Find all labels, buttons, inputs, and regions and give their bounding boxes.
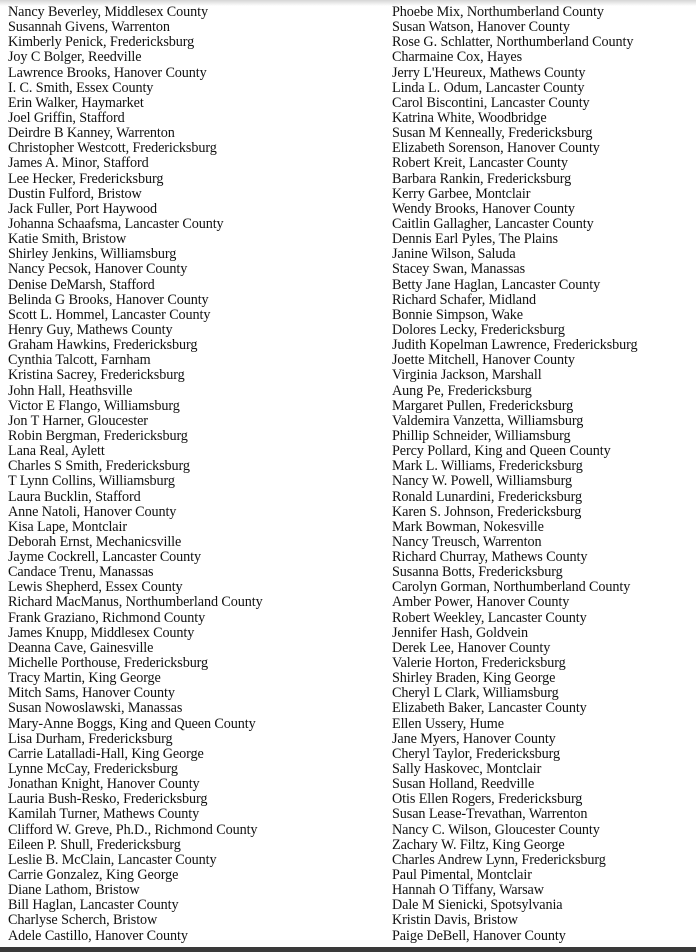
list-item: Jonathan Knight, Hanover County <box>8 776 200 793</box>
list-item: Belinda G Brooks, Hanover County <box>8 291 209 308</box>
list-item: Rose G. Schlatter, Northumberland County <box>392 34 634 51</box>
list-item: Denise DeMarsh, Stafford <box>8 276 155 293</box>
name-list-left-column <box>8 5 378 944</box>
list-item: Derek Lee, Hanover County <box>392 639 551 656</box>
list-item: Barbara Rankin, Fredericksburg <box>392 170 572 187</box>
list-item: Lisa Durham, Fredericksburg <box>8 730 173 747</box>
list-item: Elizabeth Sorenson, Hanover County <box>392 140 600 157</box>
list-item: Cheryl Taylor, Fredericksburg <box>392 745 560 762</box>
list-item: Hannah O Tiffany, Warsaw <box>392 882 544 899</box>
list-item: Nancy C. Wilson, Gloucester County <box>392 821 600 838</box>
list-item: Mark Bowman, Nokesville <box>392 518 544 535</box>
list-item: I. C. Smith, Essex County <box>8 79 154 96</box>
list-item: Susan Holland, Reedville <box>392 776 535 793</box>
list-item: Cynthia Talcott, Farnham <box>8 352 151 369</box>
list-item: Eileen P. Shull, Fredericksburg <box>8 836 181 853</box>
list-item: Kisa Lape, Montclair <box>8 518 127 535</box>
list-item: Susan M Kenneally, Fredericksburg <box>392 125 593 142</box>
list-item: Richard Churray, Mathews County <box>392 549 588 566</box>
list-item: Henry Guy, Mathews County <box>8 321 173 338</box>
list-item: Ronald Lunardini, Fredericksburg <box>392 488 583 505</box>
list-item: Paige DeBell, Hanover County <box>392 927 566 944</box>
list-item: Linda L. Odum, Lancaster County <box>392 79 585 96</box>
list-item: Susanna Botts, Fredericksburg <box>392 564 563 581</box>
list-item: Valdemira Vanzetta, Williamsburg <box>392 412 584 429</box>
list-item: Lawrence Brooks, Hanover County <box>8 64 207 81</box>
list-item: Lewis Shepherd, Essex County <box>8 579 183 596</box>
list-item: Victor E Flango, Williamsburg <box>8 397 180 414</box>
list-item: Jayme Cockrell, Lancaster County <box>8 549 202 566</box>
list-item: Kamilah Turner, Mathews County <box>8 806 200 823</box>
viewer-bottom-bar <box>0 947 696 952</box>
list-item: Johanna Schaafsma, Lancaster County <box>8 215 224 232</box>
list-item: Carrie Gonzalez, King George <box>8 867 179 884</box>
list-item: Janine Wilson, Saluda <box>392 246 516 263</box>
list-item: Carrie Latalladi-Hall, King George <box>8 745 204 762</box>
list-item: Valerie Horton, Fredericksburg <box>392 655 566 672</box>
list-item: Lauria Bush-Resko, Fredericksburg <box>8 791 208 808</box>
list-item: Robert Kreit, Lancaster County <box>392 155 568 172</box>
list-item: Jennifer Hash, Goldvein <box>392 624 528 641</box>
list-item: Susan Watson, Hanover County <box>392 19 570 36</box>
list-item: Katrina White, Woodbridge <box>392 109 547 126</box>
list-item: Deanna Cave, Gainesville <box>8 639 154 656</box>
list-item: Deirdre B Kanney, Warrenton <box>8 125 175 142</box>
list-item: Laura Bucklin, Stafford <box>8 488 141 505</box>
list-item: Tracy Martin, King George <box>8 670 161 687</box>
list-item: Lana Real, Aylett <box>8 443 105 460</box>
list-item: Dolores Lecky, Fredericksburg <box>392 321 565 338</box>
list-item: Frank Graziano, Richmond County <box>8 609 206 626</box>
list-item: Adele Castillo, Hanover County <box>8 927 188 944</box>
name-list-right-column <box>392 5 692 944</box>
list-item: Betty Jane Haglan, Lancaster County <box>392 276 601 293</box>
list-item: Otis Ellen Rogers, Fredericksburg <box>392 791 583 808</box>
list-item: Elizabeth Baker, Lancaster County <box>392 700 587 717</box>
list-item: Mark L. Williams, Fredericksburg <box>392 458 583 475</box>
list-item: Cheryl L Clark, Williamsburg <box>392 685 559 702</box>
list-item: T Lynn Collins, Williamsburg <box>8 473 175 490</box>
list-item: Nancy Treusch, Warrenton <box>392 533 542 550</box>
list-item: Jon T Harner, Gloucester <box>8 412 148 429</box>
list-item: Nancy Pecsok, Hanover County <box>8 261 188 278</box>
list-item: Bill Haglan, Lancaster County <box>8 897 179 914</box>
list-item: Paul Pimental, Montclair <box>392 867 532 884</box>
list-item: Jane Myers, Hanover County <box>392 730 556 747</box>
list-item: Katie Smith, Bristow <box>8 231 127 248</box>
list-item: Kristin Davis, Bristow <box>392 912 518 929</box>
list-item: Nancy Beverley, Middlesex County <box>8 4 208 20</box>
list-item: Mitch Sams, Hanover County <box>8 685 175 702</box>
list-item: James A. Minor, Stafford <box>8 155 149 172</box>
list-item: Charles Andrew Lynn, Fredericksburg <box>392 851 606 868</box>
list-item: Joette Mitchell, Hanover County <box>392 352 575 369</box>
list-item: John Hall, Heathsville <box>8 382 133 399</box>
list-item: Anne Natoli, Hanover County <box>8 503 177 520</box>
list-item: Candace Trenu, Manassas <box>8 564 154 581</box>
list-item: Robert Weekley, Lancaster County <box>392 609 587 626</box>
list-item: Stacey Swan, Manassas <box>392 261 526 278</box>
list-item: Aung Pe, Fredericksburg <box>392 382 532 399</box>
list-item: Dale M Sienicki, Spotsylvania <box>392 897 563 914</box>
list-item: Clifford W. Greve, Ph.D., Richmond County <box>8 821 258 838</box>
list-item: Susan Nowoslawski, Manassas <box>8 700 183 717</box>
list-item: Karen S. Johnson, Fredericksburg <box>392 503 582 520</box>
list-item: Zachary W. Filtz, King George <box>392 836 565 853</box>
list-item: Margaret Pullen, Fredericksburg <box>392 397 574 414</box>
list-item: Caitlin Gallagher, Lancaster County <box>392 215 594 232</box>
list-item: Richard Schafer, Midland <box>392 291 536 308</box>
list-item: Phillip Schneider, Williamsburg <box>392 427 571 444</box>
list-item: Lynne McCay, Fredericksburg <box>8 761 178 778</box>
list-item: Deborah Ernst, Mechanicsville <box>8 533 182 550</box>
list-item: Kimberly Penick, Fredericksburg <box>8 34 195 51</box>
list-item: Shirley Jenkins, Williamsburg <box>8 246 177 263</box>
document-page <box>0 5 696 945</box>
list-item: Phoebe Mix, Northumberland County <box>392 4 604 20</box>
list-item: Sally Haskovec, Montclair <box>392 761 542 778</box>
list-item: Dennis Earl Pyles, The Plains <box>392 231 558 248</box>
list-item: Wendy Brooks, Hanover County <box>392 200 575 217</box>
list-item: Charles S Smith, Fredericksburg <box>8 458 190 475</box>
list-item: Charmaine Cox, Hayes <box>392 49 522 66</box>
list-item: Charlyse Scherch, Bristow <box>8 912 158 929</box>
list-item: Percy Pollard, King and Queen County <box>392 443 611 460</box>
list-item: Michelle Porthouse, Fredericksburg <box>8 655 209 672</box>
list-item: Joel Griffin, Stafford <box>8 109 125 126</box>
list-item: Carolyn Gorman, Northumberland County <box>392 579 631 596</box>
list-item: Kristina Sacrey, Fredericksburg <box>8 367 185 384</box>
list-item: Jerry L'Heureux, Mathews County <box>392 64 586 81</box>
list-item: Virginia Jackson, Marshall <box>392 367 542 384</box>
list-item: Susannah Givens, Warrenton <box>8 19 170 36</box>
list-item: Graham Hawkins, Fredericksburg <box>8 337 198 354</box>
list-item: Dustin Fulford, Bristow <box>8 185 142 202</box>
list-item: Lee Hecker, Fredericksburg <box>8 170 164 187</box>
list-item: Joy C Bolger, Reedville <box>8 49 142 66</box>
list-item: Judith Kopelman Lawrence, Fredericksburg <box>392 337 638 354</box>
list-item: Kerry Garbee, Montclair <box>392 185 531 202</box>
list-item: Leslie B. McClain, Lancaster County <box>8 851 217 868</box>
list-item: Amber Power, Hanover County <box>392 594 570 611</box>
list-item: Christopher Westcott, Fredericksburg <box>8 140 217 157</box>
list-item: Scott L. Hommel, Lancaster County <box>8 306 211 323</box>
list-item: Mary-Anne Boggs, King and Queen County <box>8 715 256 732</box>
list-item: Carol Biscontini, Lancaster County <box>392 94 590 111</box>
list-item: Richard MacManus, Northumberland County <box>8 594 263 611</box>
list-item: Jack Fuller, Port Haywood <box>8 200 158 217</box>
list-item: Nancy W. Powell, Williamsburg <box>392 473 573 490</box>
list-item: Erin Walker, Haymarket <box>8 94 144 111</box>
list-item: Susan Lease-Trevathan, Warrenton <box>392 806 588 823</box>
list-item: James Knupp, Middlesex County <box>8 624 195 641</box>
list-item: Shirley Braden, King George <box>392 670 556 687</box>
list-item: Robin Bergman, Fredericksburg <box>8 427 188 444</box>
list-item: Diane Lathom, Bristow <box>8 882 140 899</box>
list-item: Ellen Ussery, Hume <box>392 715 504 732</box>
list-item: Bonnie Simpson, Wake <box>392 306 523 323</box>
